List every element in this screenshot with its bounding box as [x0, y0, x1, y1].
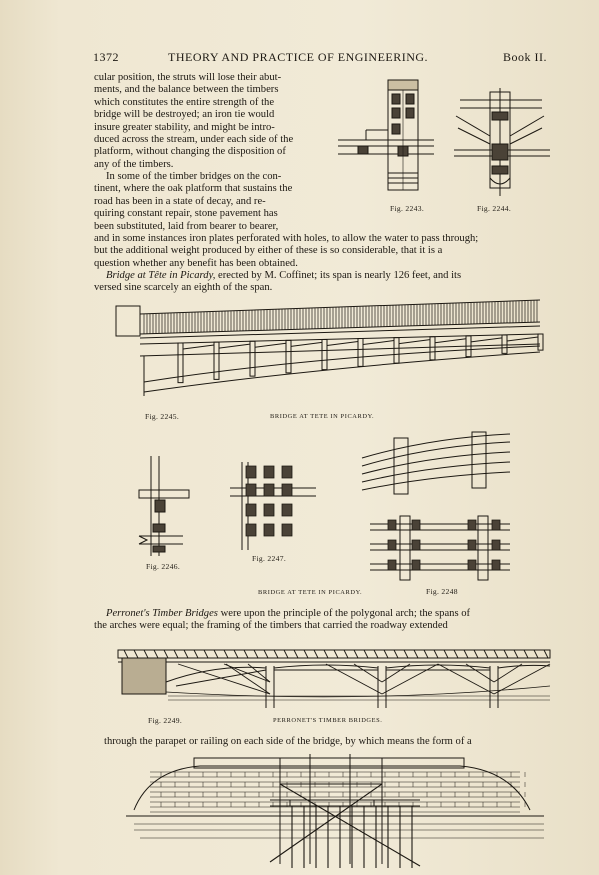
- parapet-hatch: [414, 650, 418, 658]
- parapet-hatch: [504, 650, 508, 658]
- parapet-hatch: [234, 650, 238, 658]
- perronet-strut: [224, 664, 270, 682]
- parapet-hatch: [164, 650, 168, 658]
- parapet-hatch: [444, 650, 448, 658]
- text-line: quiring constant repair, stone pavement has: [94, 208, 278, 220]
- perronet-strut: [438, 664, 494, 694]
- text-line: tinent, where the oak platform that sustains the: [94, 183, 293, 195]
- joint-block: [412, 560, 420, 570]
- figure-2246-drawing: [135, 452, 195, 558]
- figure-2248-caption: Fig. 2248: [426, 587, 458, 596]
- text-line: ments, and the balance between the timbers: [94, 84, 279, 96]
- figure-2247-drawing: [228, 458, 318, 554]
- bridge-post: [358, 339, 363, 367]
- text-line: and in some instances iron plates perforated with holes, to allow the water to pass through;: [94, 233, 479, 244]
- perronet-strut: [494, 664, 550, 694]
- timber-block: [246, 484, 256, 496]
- text-line: cular position, the struts will lose their abut-: [94, 72, 282, 83]
- timber-block: [264, 524, 274, 536]
- parapet-hatch: [484, 650, 488, 658]
- figure-2248-title: BRIDGE AT TETE IN PICARDY.: [258, 589, 363, 596]
- parapet-hatch: [354, 650, 358, 658]
- figure-2244-drawing: [452, 86, 552, 198]
- text-line: question whether any benefit has been obtained.: [94, 257, 298, 269]
- figure-2248-drawing: [360, 428, 520, 588]
- parapet-hatch: [464, 650, 468, 658]
- italic-heading: Perronet's Timber Bridges: [106, 608, 218, 619]
- running-title: THEORY AND PRACTICE OF ENGINEERING.: [168, 50, 429, 64]
- parapet-hatch: [394, 650, 398, 658]
- text-line: the arches were equal; the framing of the timbers that carried the roadway extended: [94, 620, 448, 632]
- bridge-post: [250, 341, 255, 376]
- bridge-post: [286, 340, 291, 373]
- figure-2243-caption: Fig. 2243.: [390, 204, 425, 213]
- timber-block: [282, 504, 292, 516]
- timber-block: [264, 466, 274, 478]
- timber-block: [282, 524, 292, 536]
- parapet-hatch: [514, 650, 518, 658]
- parapet-hatch: [434, 650, 438, 658]
- bridge-brace: [291, 342, 322, 346]
- figure-2245-drawing: [112, 296, 552, 396]
- parapet-hatch: [474, 650, 478, 658]
- joint-block: [388, 560, 396, 570]
- bridge-brace: [183, 345, 214, 349]
- timber-block: [246, 524, 256, 536]
- bridge-post: [430, 337, 435, 360]
- perronet-strut: [382, 664, 438, 694]
- book-label: Book II.: [503, 50, 547, 64]
- timber-block: [282, 484, 292, 496]
- parapet-hatch: [534, 650, 538, 658]
- parapet-hatch: [264, 650, 268, 658]
- figure-2246-caption: Fig. 2246.: [146, 562, 181, 571]
- figure-2247-caption: Fig. 2247.: [252, 554, 287, 563]
- text-line: versed sine scarcely an eighth of the span.: [94, 282, 273, 294]
- joint-block: [492, 520, 500, 530]
- text-line: Bridge at Tête in Picardy, erected by M. Coffinet; its span is nearly 126 feet, and its: [106, 270, 462, 281]
- parapet-hatch: [544, 650, 548, 658]
- parapet-hatch: [494, 650, 498, 658]
- timber-block: [282, 466, 292, 478]
- paragraph-struts: [94, 72, 352, 171]
- joint-block: [468, 520, 476, 530]
- bridge-brace: [327, 341, 358, 345]
- joint-block: [388, 540, 396, 550]
- joint-block: [388, 520, 396, 530]
- bridge-brace: [399, 340, 430, 344]
- parapet-hatch: [244, 650, 248, 658]
- text-line: road has been in a state of decay, and re-: [94, 195, 266, 207]
- figure-2245-title: BRIDGE AT TETE IN PICARDY.: [270, 413, 375, 420]
- parapet-hatch: [284, 650, 288, 658]
- page-number: 1372: [93, 50, 119, 64]
- joint-block: [468, 540, 476, 550]
- parapet-hatch: [224, 650, 228, 658]
- joint-block: [412, 520, 420, 530]
- joint-block: [412, 540, 420, 550]
- parapet-hatch: [194, 650, 198, 658]
- parapet-hatch: [424, 650, 428, 658]
- parapet-hatch: [344, 650, 348, 658]
- figure-centering-drawing: [120, 754, 550, 872]
- text-line: platform, without changing the disposition of: [94, 146, 286, 158]
- bridge-post: [394, 338, 399, 363]
- parapet-hatch: [154, 650, 158, 658]
- joint-block: [468, 560, 476, 570]
- parapet-hatch: [404, 650, 408, 658]
- joint-block: [492, 540, 500, 550]
- bridge-brace: [435, 339, 466, 343]
- parapet-hatch: [374, 650, 378, 658]
- parapet-hatch: [384, 650, 388, 658]
- bridge-post: [502, 335, 507, 353]
- italic-heading: Bridge at Tête in Picardy,: [106, 270, 216, 281]
- text-line: but the additional weight produced by either of these is so considerable, that it is a: [94, 245, 443, 257]
- figure-2249-drawing: [116, 638, 554, 712]
- parapet-hatch: [524, 650, 528, 658]
- text-line: Perronet's Timber Bridges were upon the principle of the polygonal arch; the spans of: [106, 608, 471, 619]
- bridge-post: [538, 334, 543, 350]
- paragraph-tete-bridge: [94, 270, 552, 295]
- parapet-hatch: [334, 650, 338, 658]
- bridge-post: [322, 339, 327, 369]
- figure-2249-caption: Fig. 2249.: [148, 716, 183, 725]
- bridge-brace: [363, 341, 394, 345]
- parapet-hatch: [124, 650, 128, 658]
- bridge-brace: [219, 344, 250, 348]
- parapet-hatch: [364, 650, 368, 658]
- parapet-hatch: [294, 650, 298, 658]
- text-line: any of the timbers.: [94, 158, 174, 170]
- parapet-hatch: [254, 650, 258, 658]
- parapet-hatch: [144, 650, 148, 658]
- figure-2244-caption: Fig. 2244.: [477, 204, 512, 213]
- bridge-brace: [507, 337, 538, 341]
- timber-block: [246, 466, 256, 478]
- timber-block: [264, 484, 274, 496]
- bridge-brace: [471, 338, 502, 342]
- figure-2249-title: PERRONET'S TIMBER BRIDGES.: [273, 717, 383, 724]
- figure-2245-caption: Fig. 2245.: [145, 412, 180, 421]
- text-line: bridge will be destroyed; an iron tie would: [94, 109, 275, 121]
- parapet-hatch: [204, 650, 208, 658]
- text-line: through the parapet or railing on each side of the bridge, by which means the form of a: [104, 736, 472, 747]
- text-line: insure greater stability, and might be intro-: [94, 121, 275, 133]
- parapet-hatch: [274, 650, 278, 658]
- paragraph-perronet: [94, 608, 552, 633]
- paragraph-oak-platform-cont: [94, 233, 552, 270]
- timber-block: [246, 504, 256, 516]
- bridge-post: [214, 342, 219, 379]
- text-line: duced across the stream, under each side of the: [94, 134, 294, 146]
- joint-block: [492, 560, 500, 570]
- text-line: which constitutes the entire strength of the: [94, 96, 275, 108]
- paragraph-oak-platform: [94, 171, 328, 233]
- paragraph-parapet: [104, 736, 552, 748]
- text-line: been substituted, laid from bearer to bearer,: [94, 220, 279, 232]
- parapet-hatch: [314, 650, 318, 658]
- timber-block: [264, 504, 274, 516]
- figure-2243-drawing: [336, 78, 436, 196]
- parapet-hatch: [174, 650, 178, 658]
- bridge-brace: [255, 343, 286, 347]
- parapet-hatch: [214, 650, 218, 658]
- parapet-hatch: [454, 650, 458, 658]
- parapet-hatch: [134, 650, 138, 658]
- text-line: In some of the timber bridges on the con-: [106, 171, 282, 182]
- perronet-strut: [326, 664, 382, 694]
- parapet-hatch: [324, 650, 328, 658]
- parapet-hatch: [304, 650, 308, 658]
- parapet-hatch: [184, 650, 188, 658]
